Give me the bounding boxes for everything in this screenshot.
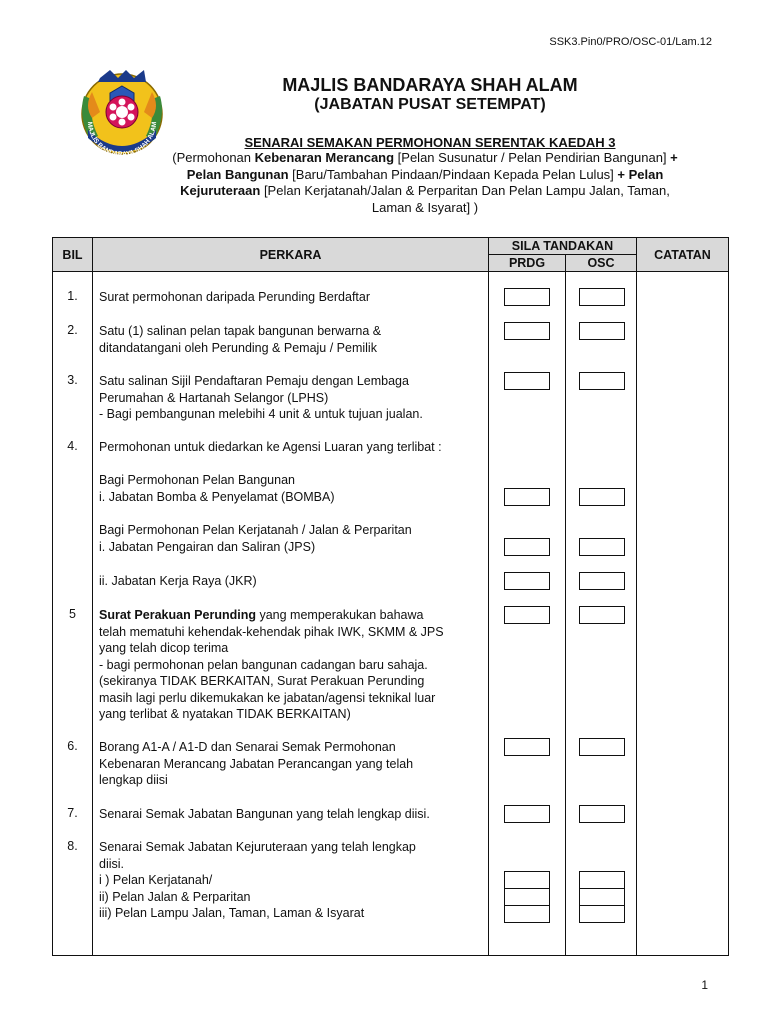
header-sila-tandakan: SILA TANDAKAN (489, 238, 637, 255)
prdg-checkbox-bomba[interactable] (504, 488, 550, 506)
item-text: Permohonan untuk diedarkan ke Agensi Luaran yang terlibat : (99, 440, 442, 454)
page-number: 1 (701, 978, 708, 992)
prdg-checkbox-5[interactable] (504, 606, 550, 624)
osc-checkbox-group-8[interactable] (579, 871, 625, 923)
item-text: ii. Jabatan Kerja Raya (JKR) (99, 574, 257, 588)
osc-checkbox-jps[interactable] (579, 538, 625, 556)
osc-checkbox-6[interactable] (579, 738, 625, 756)
item-number: 1. (67, 289, 78, 303)
checklist-table (52, 237, 729, 956)
item-number: 8. (67, 839, 78, 853)
item-text: Senarai Semak Jabatan Kejuruteraan yang telah lengkap diisi. i ) Pelan Kerjatanah/ ii) Pelan Jalan & Perparitan iii) Pelan Lampu Jalan, Taman, Laman & Isyarat (99, 840, 416, 920)
prdg-checkbox-2[interactable] (504, 322, 550, 340)
item-number: 5 (69, 607, 76, 621)
bil-column (53, 272, 93, 956)
item-text: Surat permohonan daripada Perunding Berdaftar (99, 290, 371, 304)
osc-checkbox-1[interactable] (579, 288, 625, 306)
checklist-heading: SENARAI SEMAKAN PERMOHONAN SERENTAK KAEDAH 3 (244, 135, 616, 150)
item-number: 7. (67, 806, 78, 820)
osc-checkbox-3[interactable] (579, 372, 625, 390)
catatan-column[interactable] (637, 272, 729, 956)
svg-text:MAJLIS BANDARAYA SHAH ALAM: MAJLIS BANDARAYA SHAH ALAM (85, 121, 159, 159)
item-number: 3. (67, 373, 78, 387)
item-text: Bagi Permohonan Pelan Bangunan i. Jabatan Bomba & Penyelamat (BOMBA) (99, 473, 335, 504)
council-title: MAJLIS BANDARAYA SHAH ALAM (282, 75, 578, 95)
prdg-checkbox-3[interactable] (504, 372, 550, 390)
item-number: 2. (67, 323, 78, 337)
osc-checkbox-bomba[interactable] (579, 488, 625, 506)
city-council-crest-logo (74, 66, 170, 162)
osc-checkbox-7[interactable] (579, 805, 625, 823)
item-text: Borang A1-A / A1-D dan Senarai Semak Permohonan Kebenaran Merancang Jabatan Perancangan yang telah lengkap diisi (99, 740, 414, 787)
prdg-checkbox-1[interactable] (504, 288, 550, 306)
prdg-column (489, 272, 566, 956)
item-text: Surat Perakuan Perunding yang memperakukan bahawa telah mematuhi kehendak-kehendak pihak IWK, SKMM & JPS yang telah dicop terima - bagi permohonan pelan bangunan cadangan baru sahaja. (sekiranya TIDAK BERKAITAN, Surat Perakuan Perunding masih lagi perlu dikemukakan ke jabatan/agensi teknikal luar yang terlibat & nyatakan TIDAK BERKAITAN) (99, 608, 444, 721)
item-number: 4. (67, 439, 78, 453)
prdg-checkbox-7[interactable] (504, 805, 550, 823)
item-number: 6. (67, 739, 78, 753)
header-catatan: CATATAN (637, 238, 729, 272)
item-text: Satu (1) salinan pelan tapak bangunan berwarna & ditandatangani oleh Perunding & Pemaju / Pemilik (99, 324, 382, 355)
header-bil: BIL (53, 238, 93, 272)
header-perkara: PERKARA (93, 238, 489, 272)
osc-checkbox-5[interactable] (579, 606, 625, 624)
application-description: (Permohonan Kebenaran Merancang [Pelan Susunatur / Pelan Pendirian Bangunan] + Pelan Bangunan [Baru/Tambahan Pindaan/Pindaan Kepada Pelan Lulus] + Pelan Kejuruteraan [Pelan Kerjatanah/Jalan & Perparitan Dan Pelan Lampu Jalan, Taman, Laman & Isyarat] ) (172, 150, 678, 215)
osc-column (566, 272, 637, 956)
header-osc: OSC (566, 255, 637, 272)
prdg-checkbox-6[interactable] (504, 738, 550, 756)
perkara-column (93, 272, 489, 956)
osc-checkbox-2[interactable] (579, 322, 625, 340)
item-text: Senarai Semak Jabatan Bangunan yang telah lengkap diisi. (99, 807, 430, 821)
prdg-checkbox-jps[interactable] (504, 538, 550, 556)
item-text: Satu salinan Sijil Pendaftaran Pemaju dengan Lembaga Perumahan & Hartanah Selangor (LPHS) - Bagi pembangunan melebihi 4 unit & untuk tujuan jualan. (99, 374, 423, 421)
prdg-checkbox-jkr[interactable] (504, 572, 550, 590)
item-text: Bagi Permohonan Pelan Kerjatanah / Jalan & Perparitan i. Jabatan Pengairan dan Saliran (JPS) (99, 523, 412, 554)
document-reference-code: SSK3.Pin0/PRO/OSC-01/Lam.12 (549, 36, 712, 48)
osc-checkbox-jkr[interactable] (579, 572, 625, 590)
prdg-checkbox-group-8[interactable] (504, 871, 550, 923)
department-subtitle: (JABATAN PUSAT SETEMPAT) (314, 96, 546, 113)
header-prdg: PRDG (489, 255, 566, 272)
